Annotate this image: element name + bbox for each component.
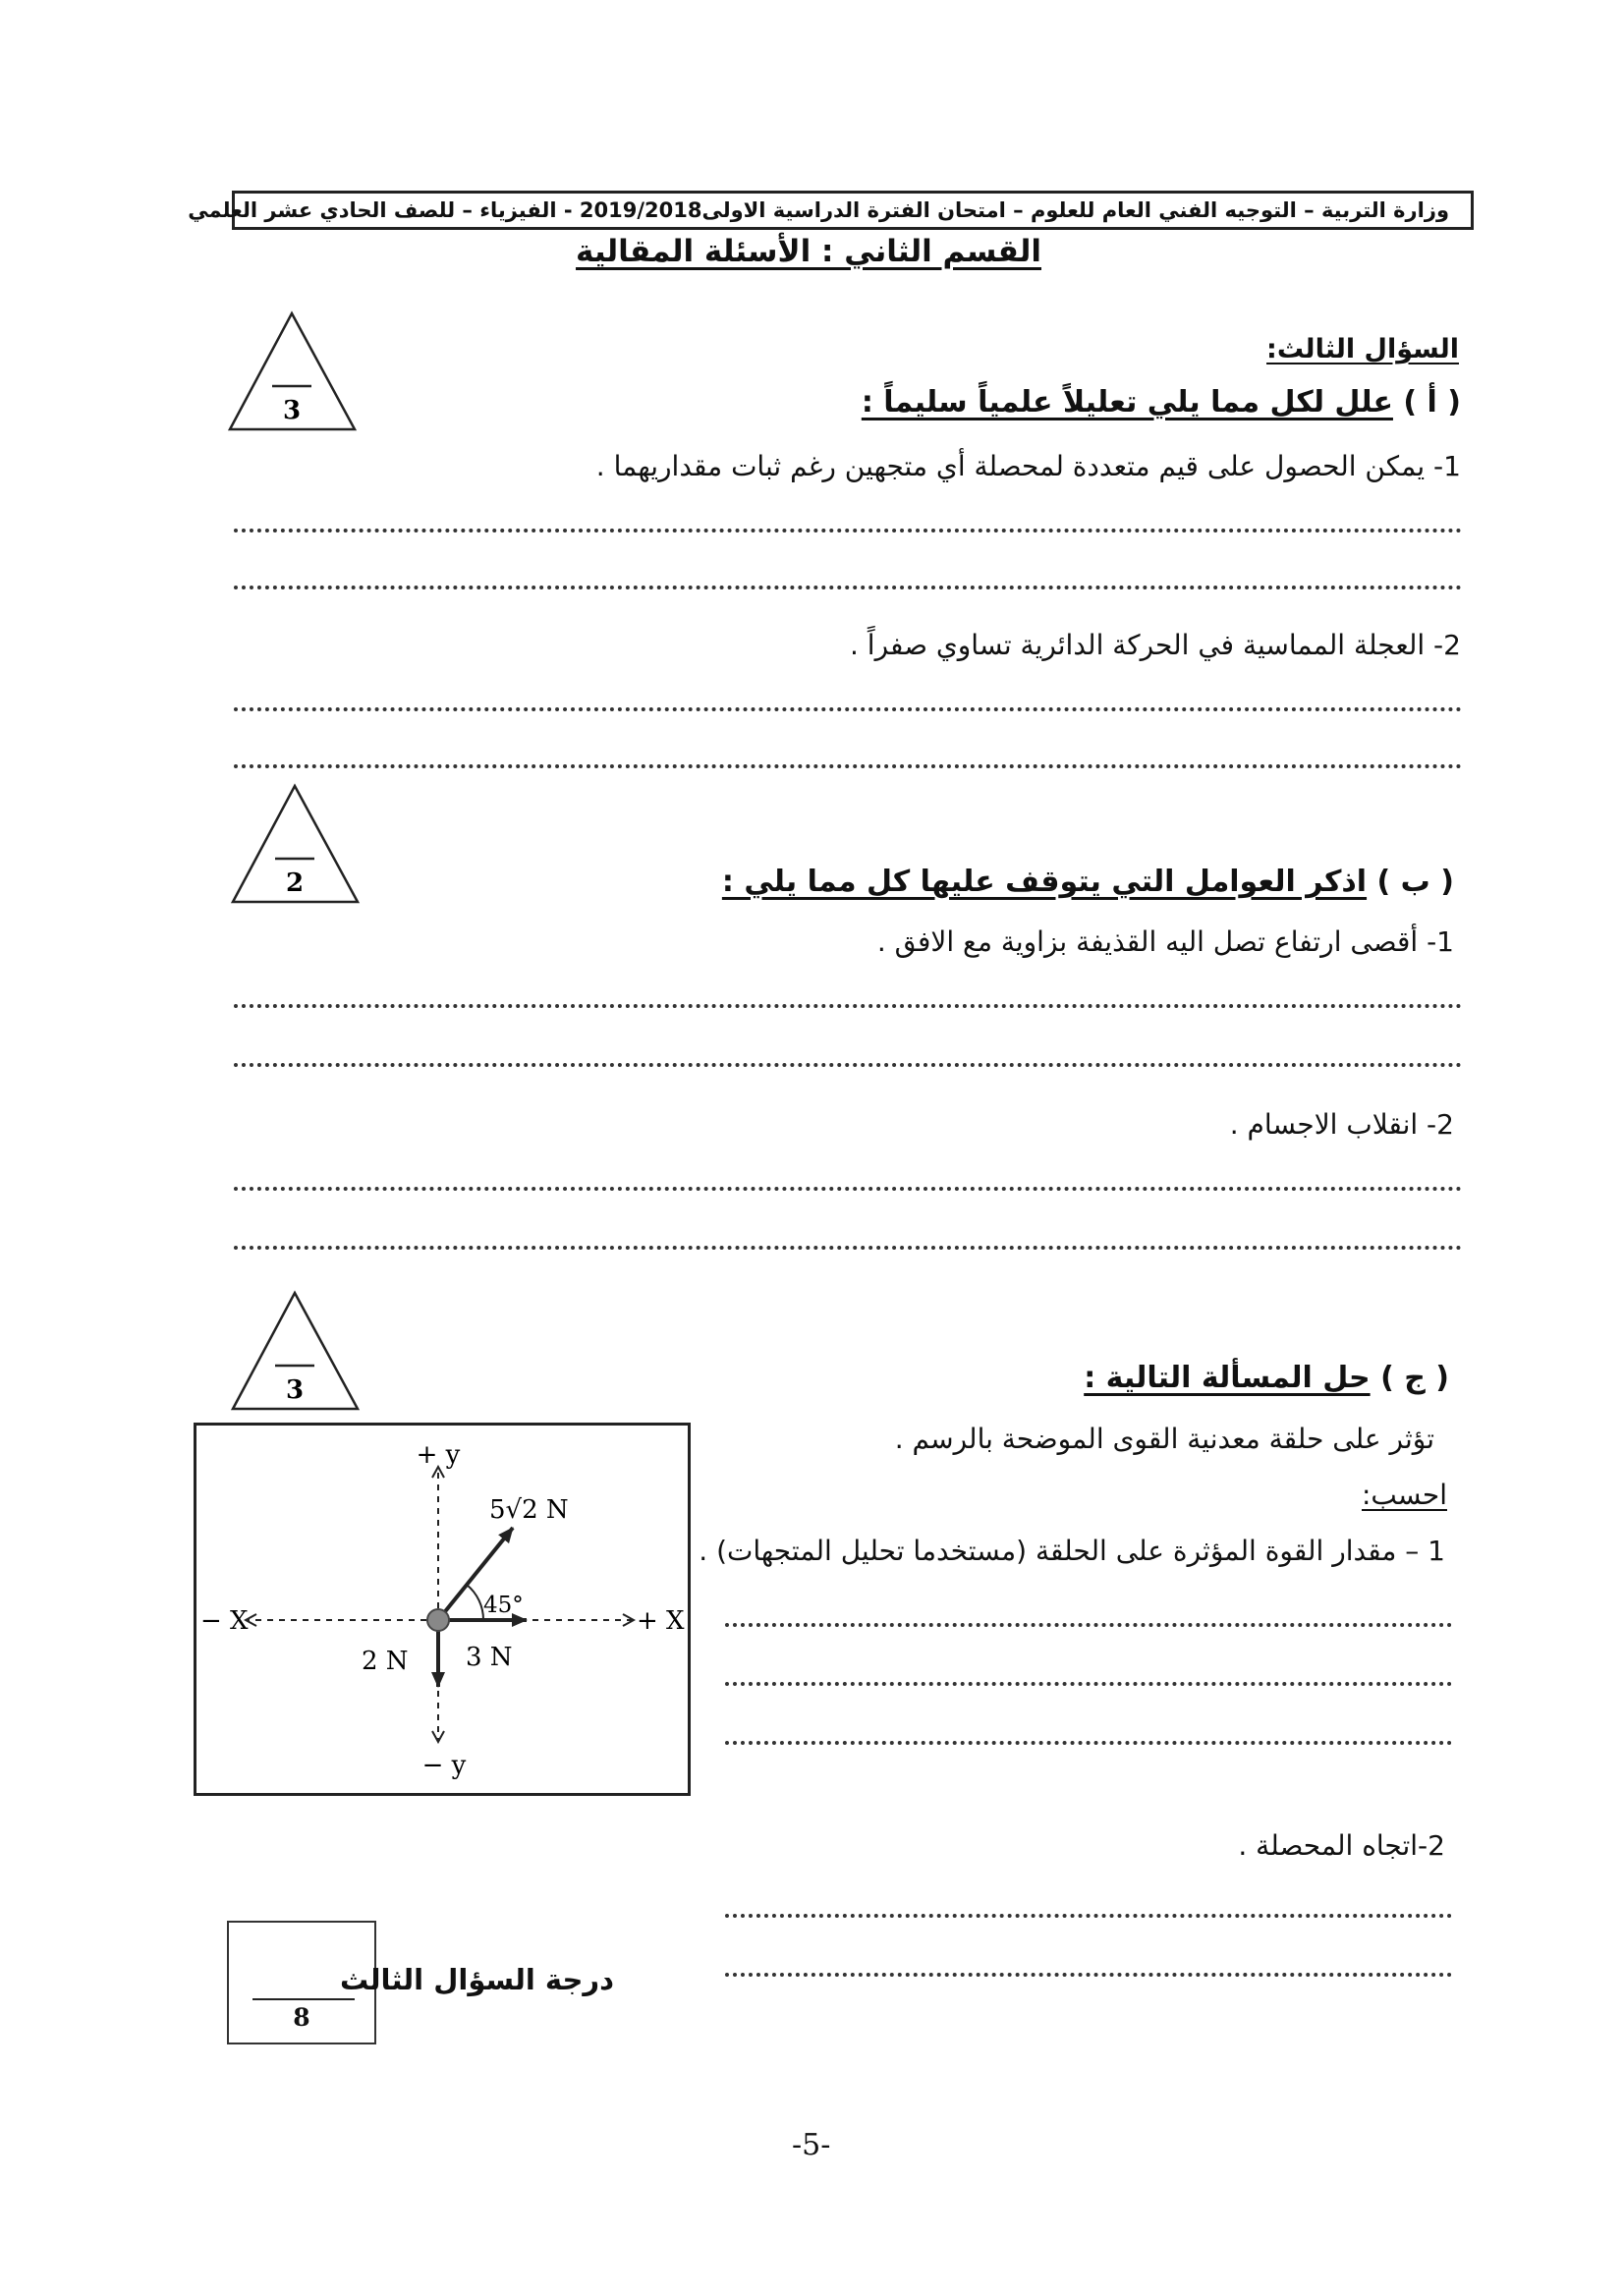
part-b-item-1: 1- أقصى ارتفاع تصل اليه القذيفة بزاوية مع الافق . <box>876 925 1454 958</box>
part-c-item-1: 1 – مقدار القوة المؤثرة على الحلقة (مستخدما تحليل المتجهات) . <box>699 1535 1445 1567</box>
part-b-score: 2 <box>285 868 305 898</box>
answer-line[interactable] <box>234 707 1462 711</box>
part-b-label: ( ب ) <box>1376 865 1454 899</box>
part-c-statement: تؤثر على حلقة معدنية القوى الموضحة بالرسم . <box>894 1423 1434 1455</box>
part-a-item-1: 1- يمكن الحصول على قيم متعددة لمحصلة أي متجهين رغم ثبات مقداريهما . <box>595 450 1461 482</box>
part-c-label: ( ج ) <box>1380 1361 1449 1395</box>
part-c-score-triangle <box>229 1289 362 1412</box>
part-b-heading <box>722 865 1454 899</box>
part-c-calc-label: احسب: <box>1362 1479 1447 1511</box>
section-title: القسم الثاني : الأسئلة المقالية <box>576 234 1041 269</box>
part-a-label: ( أ ) <box>1403 385 1461 420</box>
answer-line[interactable] <box>725 1741 1452 1745</box>
answer-line[interactable] <box>234 1004 1462 1008</box>
label-force-5root2n: 5√2 N <box>489 1495 569 1525</box>
exam-header-text: وزارة التربية – التوجيه الفني العام للعلوم – امتحان الفترة الدراسية الاولى2019/2018 - الفيزياء – للصف الحادي عشر العلمي <box>188 198 1449 222</box>
part-a-item-2: 2- العجلة المماسية في الحركة الدائرية تساوي صفراً . <box>850 629 1461 661</box>
grade-divider <box>252 1998 355 2000</box>
answer-line[interactable] <box>725 1914 1452 1918</box>
part-b-instruction: اذكر العوامل التي يتوقف عليها كل مما يلي : <box>721 865 1368 899</box>
answer-line[interactable] <box>725 1682 1452 1686</box>
label-force-3n: 3 N <box>466 1643 513 1672</box>
label-minus-x: − X <box>200 1606 249 1636</box>
answer-line[interactable] <box>725 1623 1452 1627</box>
answer-line[interactable] <box>234 1187 1462 1191</box>
part-b-item-2: 2- انقلاب الاجسام . <box>1229 1108 1454 1141</box>
angle-arc <box>467 1585 483 1620</box>
answer-line[interactable] <box>725 1973 1452 1977</box>
metal-ring <box>427 1609 449 1631</box>
part-c-score: 3 <box>285 1375 305 1405</box>
part-c-instruction: حل المسألة التالية : <box>1084 1361 1371 1395</box>
question-title: السؤال الثالث: <box>1266 334 1459 364</box>
answer-line[interactable] <box>234 586 1462 589</box>
part-c-item-2: 2-اتجاه المحصلة . <box>1238 1829 1445 1862</box>
force-diagram-svg <box>196 1426 688 1793</box>
force-diagram <box>194 1423 691 1796</box>
part-b-score-triangle <box>229 782 362 905</box>
question-grade-label: درجة السؤال الثالث <box>339 1963 614 1996</box>
answer-line[interactable] <box>234 1063 1462 1067</box>
part-a-score: 3 <box>282 396 302 425</box>
label-angle: 45° <box>483 1593 524 1618</box>
grade-total: 8 <box>293 2003 310 2032</box>
part-a-score-triangle <box>226 309 359 432</box>
label-plus-x: + X <box>637 1606 685 1636</box>
answer-line[interactable] <box>234 1246 1462 1250</box>
answer-line[interactable] <box>234 764 1462 768</box>
page-number: -5- <box>792 2128 831 2162</box>
label-force-2n: 2 N <box>362 1647 409 1676</box>
part-a-heading <box>862 385 1461 420</box>
part-c-heading <box>1084 1361 1449 1395</box>
part-a-instruction: علل لكل مما يلي تعليلاً علمياً سليماً : <box>861 385 1393 420</box>
label-plus-y: + y <box>416 1440 461 1470</box>
label-minus-y: − y <box>421 1751 467 1780</box>
exam-header <box>188 191 1474 230</box>
answer-line[interactable] <box>234 529 1462 532</box>
